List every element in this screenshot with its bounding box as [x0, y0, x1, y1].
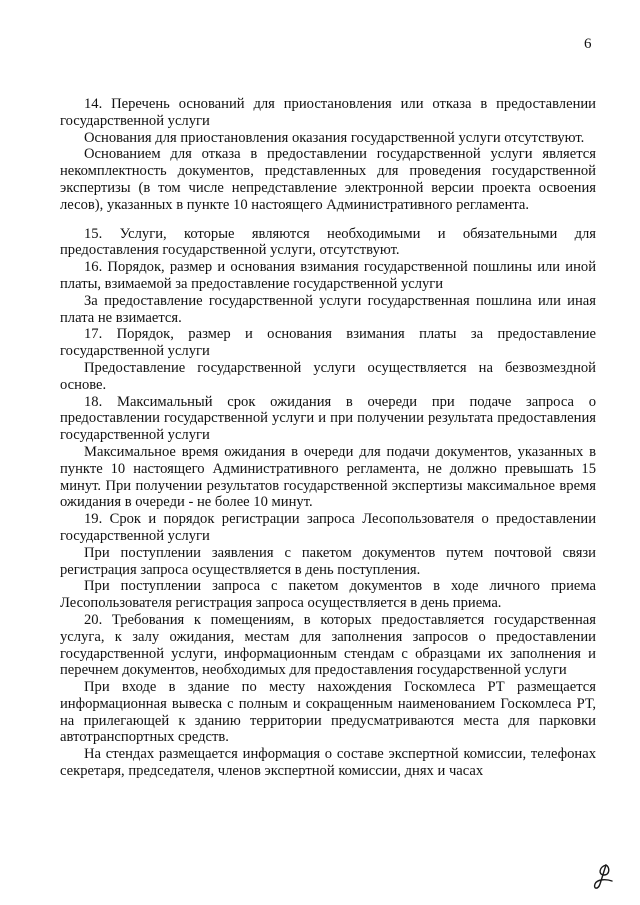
- paragraph-16-heading: 16. Порядок, размер и основания взимания государственной пошлины или иной платы, взимаемой за предоставление государственной услуги: [60, 259, 596, 292]
- paragraph-17-heading: 17. Порядок, размер и основания взимания платы за предоставление государственной услуги: [60, 326, 596, 360]
- paragraph: Основания для приостановления оказания государственной услуги отсутствуют.: [84, 129, 585, 146]
- paragraph: На стендах размещается информация о составе экспертной комиссии, телефонах секретаря, председателя, членов экспертной комиссии, днях и часах: [60, 746, 596, 780]
- paragraph: При поступлении заявления с пакетом документов путем почтовой связи регистрация запроса осуществляется в день поступления.: [60, 544, 596, 578]
- paragraph: За предоставление государственной услуги государственная пошлина или иная плата не взимается.: [60, 292, 596, 326]
- paragraph: При входе в здание по месту нахождения Госкомлеса РТ размещается информационная вывеска с полным и сокращенным наименованием Госкомлеса РТ, на прилегающей к зданию территории предусматриваются места для парковки автотранспортных средств.: [60, 679, 596, 746]
- paragraph-19-heading: 19. Срок и порядок регистрации запроса Лесопользователя о предоставлении государственной услуги: [60, 511, 596, 544]
- document-body: [60, 96, 596, 780]
- paragraph-18-heading: 18. Максимальный срок ожидания в очереди при подаче запроса о предоставлении государственной услуги и при получении результата предоставления государственной услуги: [60, 393, 596, 444]
- paragraph: При поступлении запроса с пакетом документов в ходе личного приема Лесопользователя регистрация запроса осуществляется в день приема.: [60, 578, 596, 612]
- paragraph: Максимальное время ожидания в очереди для подачи документов, указанных в пункте 10 настоящего Административного регламента, не должно превышать 15 минут. При получении результатов государственной экспертизы максимальное время ожидания в очереди - не более 10 минут.: [60, 443, 596, 511]
- page-number: 6: [584, 36, 592, 52]
- paragraph: Предоставление государственной услуги осуществляется на безвозмездной основе.: [60, 359, 596, 393]
- paragraph-15: 15. Услуги, которые являются необходимыми и обязательными для предоставления государственной услуги, отсутствуют.: [60, 225, 596, 259]
- handwritten-initial-icon: [590, 862, 618, 892]
- paragraph-20-heading: 20. Требования к помещениям, в которых предоставляется государственная услуга, к залу ожидания, местам для заполнения запросов о предоставлении государственной услуги, информационным стендам с образцами их заполнения и перечнем документов, необходимых для предоставления государственной услуги: [60, 611, 596, 679]
- paragraph: Основанием для отказа в предоставлении государственной услуги является некомплектность документов, представленных для проведения государственной экспертизы (в том числе непредставление электронной версии проекта освоения лесов), указанных в пункте 10 настоящего Административного регламента.: [60, 146, 596, 213]
- paragraph-14-heading: 14. Перечень оснований для приостановления или отказа в предоставлении государственной услуги: [60, 96, 596, 129]
